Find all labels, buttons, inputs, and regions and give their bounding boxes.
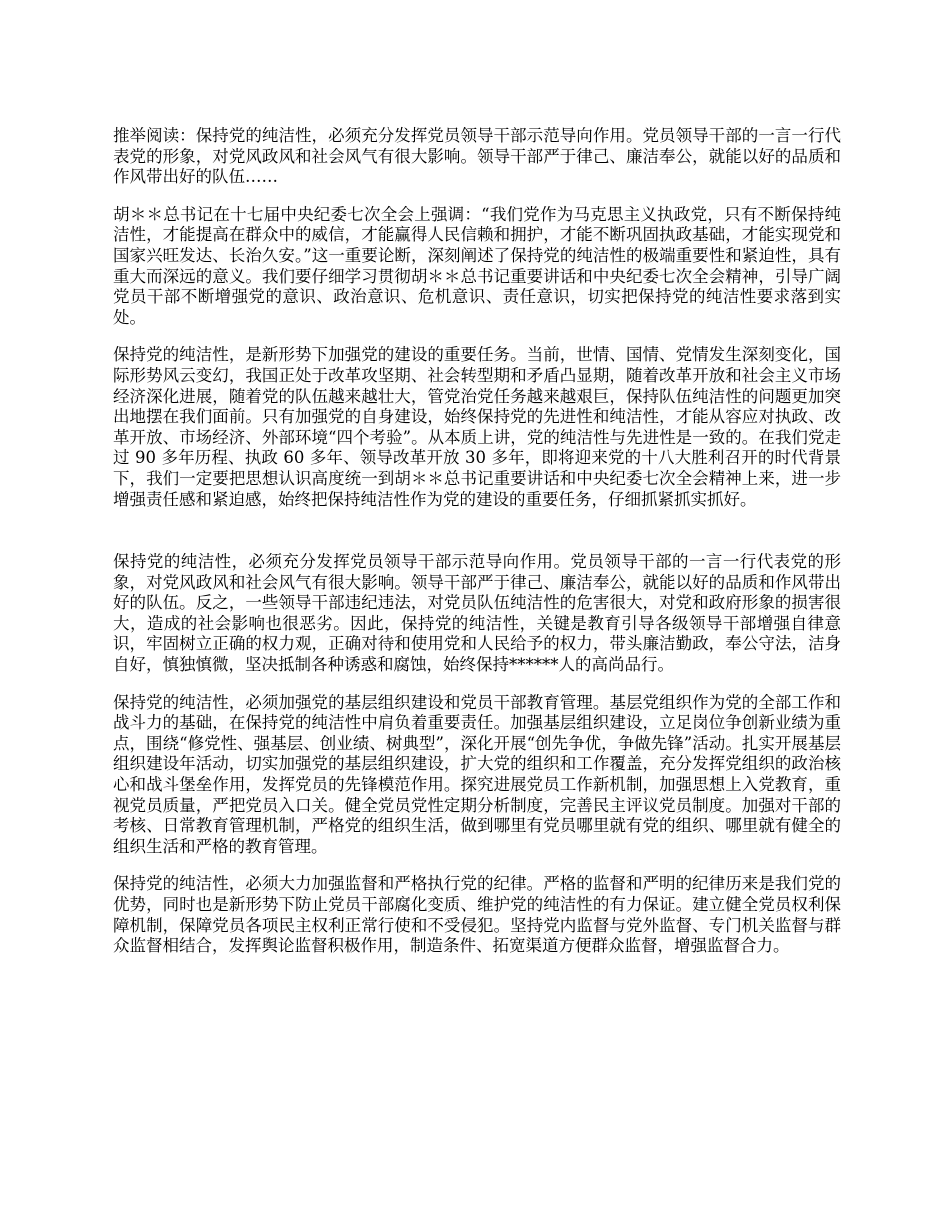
paragraph-spacer xyxy=(113,328,841,345)
paragraph-grassroots-organization: 保持党的纯洁性，必须加强党的基层组织建设和党员干部教育管理。基层党组织作为党的全部工作和战斗力的基础，在保持党的纯洁性中肩负着重要责任。加强基层组织建设，立足岗位争创新业绩为重点，围绕“修党性、强基层、创业绩、树典型”，深化开展“创先争优，争做先锋”活动。扎实开展基层组织建设年活动，切实加强党的基层组织建设，扩大党的组织和工作覆盖，充分发挥党组织的政治核心和战斗堡垒作用，发挥党员的先锋模范作用。探究进展党员工作新机制，加强思想上入党教育，重视党员质量，严把党员入口关。健全党员党性定期分析制度，完善民主评议党员制度。加强对干部的考核、日常教育管理机制，严格党的组织生活，做到哪里有党员哪里就有党的组织、哪里就有健全的组织生活和严格的教育管理。 xyxy=(113,692,841,856)
paragraph-speech-quote: 胡＊＊总书记在十七届中央纪委七次全会上强调：“我们党作为马克思主义执政党，只有不断保持纯洁性，才能提高在群众中的威信，才能赢得人民信赖和拥护，才能不断巩固执政基础，才能实现党和国家兴旺发达、长治久安。”这一重要论断，深刻阐述了保持党的纯洁性的极端重要性和紧迫性，具有重大而深远的意义。我们要仔细学习贯彻胡＊＊总书记重要讲话和中央纪委七次全会精神，引导广阔党员干部不断增强党的意识、政治意识、危机意识、责任意识，切实把保持党的纯洁性要求落到实处。 xyxy=(113,204,841,327)
paragraph-spacer xyxy=(113,676,841,693)
paragraph-recommended-reading: 推举阅读：保持党的纯洁性，必须充分发挥党员领导干部示范导向作用。党员领导干部的一言一行代表党的形象，对党风政风和社会风气有很大影响。领导干部严于律己、廉洁奉公，就能以好的品质和作风带出好的队伍…… xyxy=(113,126,841,187)
section-spacer xyxy=(113,510,841,552)
paragraph-supervision-discipline: 保持党的纯洁性，必须大力加强监督和严格执行党的纪律。严格的监督和严明的纪律历来是我们党的优势，同时也是新形势下防止党员干部腐化变质、维护党的纯洁性的有力保证。建立健全党员权利保障机制，保障党员各项民主权利正常行使和不受侵犯。坚持党内监督与党外监督、专门机关监督与群众监督相结合，发挥舆论监督积极作用，制造条件、拓宽渠道方便群众监督，增强监督合力。 xyxy=(113,874,841,956)
paragraph-important-task: 保持党的纯洁性，是新形势下加强党的建设的重要任务。当前，世情、国情、党情发生深刻变化，国际形势风云变幻，我国正处于改革攻坚期、社会转型期和矛盾凸显期，随着改革开放和社会主义市场经济深化进展，随着党的队伍越来越壮大，管党治党任务越来越艰巨，保持队伍纯洁性的问题更加突出地摆在我们面前。只有加强党的自身建设，始终保持党的先进性和纯洁性，才能从容应对执政、改革开放、市场经济、外部环境“四个考验”。从本质上讲，党的纯洁性与先进性是一致的。在我们党走过 90 多年历程、执政 60 多年、领导改革开放 30 多年，即将迎来党的十八大胜利召开的时代背景下，我们一定要把思想认识高度统一到胡＊＊总书记重要讲话和中央纪委七次全会精神上来，进一步增强责任感和紧迫感，始终把保持纯洁性作为党的建设的重要任务，仔细抓紧抓实抓好。 xyxy=(113,345,841,509)
document-body xyxy=(113,126,841,957)
paragraph-spacer xyxy=(113,188,841,205)
paragraph-spacer xyxy=(113,857,841,874)
paragraph-leader-role: 保持党的纯洁性，必须充分发挥党员领导干部示范导向作用。党员领导干部的一言一行代表党的形象，对党风政风和社会风气有很大影响。领导干部严于律己、廉洁奉公，就能以好的品质和作风带出好的队伍。反之，一些领导干部违纪违法，对党员队伍纯洁性的危害很大，对党和政府形象的损害很大，造成的社会影响也很恶劣。因此，保持党的纯洁性，关键是教育引导各级领导干部增强自律意识，牢固树立正确的权力观，正确对待和使用党和人民给予的权力，带头廉洁勤政，奉公守法，洁身自好，慎独慎微，坚决抵制各种诱惑和腐蚀，始终保持******人的高尚品行。 xyxy=(113,552,841,675)
